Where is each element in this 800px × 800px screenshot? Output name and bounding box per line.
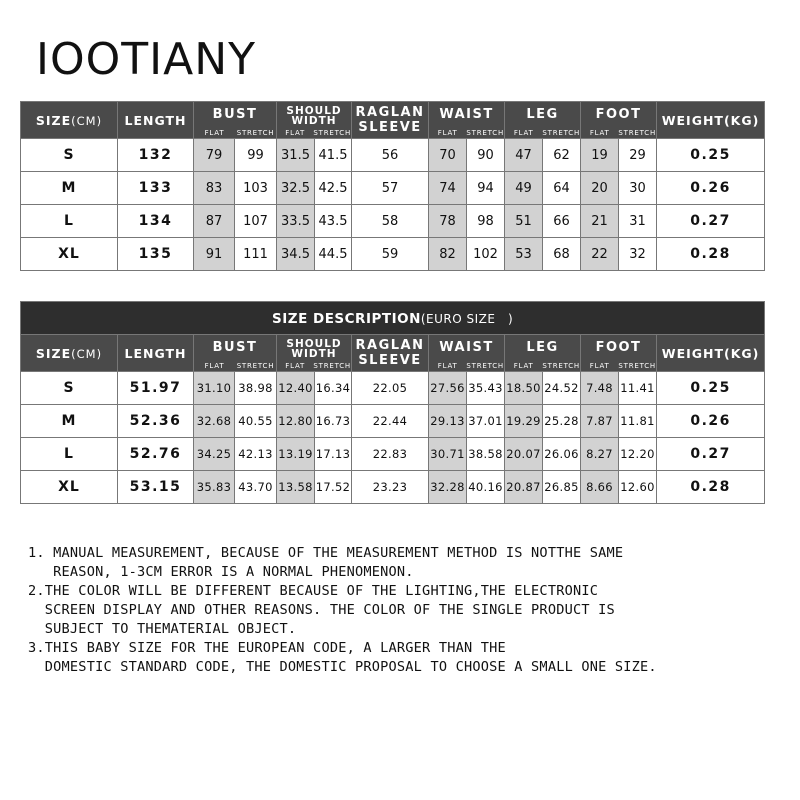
cell-bust-stretch: 38.98: [235, 372, 277, 405]
row-m: [21, 172, 765, 205]
cell-bust-flat: 83: [194, 172, 235, 205]
cell-leg-flat: 19.29: [505, 405, 543, 438]
note-3: 3.THIS BABY SIZE FOR THE EUROPEAN CODE, A LARGER THAN THE DOMESTIC STANDARD CODE, THE DOMESTIC PROPOSAL TO CHOOSE A SMALL ONE SIZE.: [28, 640, 657, 675]
cell-foot-stretch: 32: [619, 238, 657, 271]
cell-waist-flat: 27.56: [429, 372, 467, 405]
header-waist-flat: FLAT: [437, 362, 458, 370]
cell-size: M: [21, 405, 118, 438]
cell-foot-stretch: 12.60: [619, 471, 657, 504]
size-chart-cm: [20, 101, 765, 271]
row-m: [21, 405, 765, 438]
row-xl: [21, 471, 765, 504]
header-size-label: SIZE: [35, 112, 72, 128]
header-weight: WEIGHT(KG): [657, 335, 765, 372]
cell-shoulder-stretch: 43.5: [315, 205, 352, 238]
header-shoulder-width-title: SHOULD WIDTH: [286, 105, 342, 127]
header-leg-title: LEG: [526, 107, 559, 122]
cell-size: M: [21, 172, 118, 205]
cell-length: 51.97: [118, 372, 194, 405]
header-foot-stretch: STRETCH: [618, 129, 657, 137]
header-length: LENGTH: [118, 102, 194, 139]
cell-weight: 0.28: [657, 471, 765, 504]
header-leg-flat: FLAT: [513, 362, 534, 370]
header-bust-title: BUST: [212, 340, 258, 355]
header-shoulder-width-stretch: STRETCH: [313, 362, 351, 370]
cell-bust-flat: 34.25: [194, 438, 235, 471]
cell-raglan: 23.23: [352, 471, 429, 504]
cell-foot-flat: 21: [581, 205, 619, 238]
header-leg-stretch: STRETCH: [542, 129, 581, 137]
cell-shoulder-flat: 12.40: [277, 372, 315, 405]
cell-weight: 0.26: [657, 172, 765, 205]
header-foot-flat: FLAT: [589, 129, 610, 137]
header-leg-flat: FLAT: [513, 129, 534, 137]
header-waist: [429, 102, 505, 139]
header-waist-title: WAIST: [439, 340, 494, 355]
cell-size: L: [21, 205, 118, 238]
cell-leg-stretch: 26.85: [543, 471, 581, 504]
header-bust-flat: FLAT: [204, 362, 225, 370]
cell-size: XL: [21, 471, 118, 504]
cell-leg-flat: 20.07: [505, 438, 543, 471]
cell-raglan: 22.83: [352, 438, 429, 471]
header-raglan-sleeve: RAGLAN SLEEVE: [352, 102, 429, 139]
cell-bust-stretch: 40.55: [235, 405, 277, 438]
cell-foot-flat: 20: [581, 172, 619, 205]
size-description-banner: [21, 302, 765, 335]
notes-list: [28, 544, 788, 677]
cell-foot-stretch: 11.81: [619, 405, 657, 438]
header-leg-title: LEG: [526, 340, 559, 355]
note-2: 2.THE COLOR WILL BE DIFFERENT BECAUSE OF THE LIGHTING,THE ELECTRONIC SCREEN DISPLAY AND OTHER REASONS. THE COLOR OF THE SINGLE PRODUCT IS SUBJECT TO THEMATERIAL OBJECT.: [28, 583, 615, 637]
cell-leg-stretch: 24.52: [543, 372, 581, 405]
cell-shoulder-stretch: 44.5: [315, 238, 352, 271]
header-shoulder-width-title: SHOULD WIDTH: [286, 338, 342, 360]
cell-leg-stretch: 66: [543, 205, 581, 238]
cell-bust-stretch: 99: [235, 139, 277, 172]
cell-bust-flat: 32.68: [194, 405, 235, 438]
header-shoulder-width: [277, 102, 352, 139]
header-shoulder-width-stretch: STRETCH: [313, 129, 352, 137]
header-weight: WEIGHT(KG): [657, 102, 765, 139]
header-raglan-sleeve: RAGLAN SLEEVE: [352, 335, 429, 372]
cell-shoulder-flat: 34.5: [277, 238, 315, 271]
header-foot: [581, 102, 657, 139]
cell-shoulder-stretch: 16.34: [315, 372, 352, 405]
cell-length: 135: [118, 238, 194, 271]
header-waist-stretch: STRETCH: [466, 362, 504, 370]
header-bust-stretch: STRETCH: [236, 362, 275, 370]
cell-bust-stretch: 42.13: [235, 438, 277, 471]
header-leg: [505, 102, 581, 139]
cell-size: L: [21, 438, 118, 471]
cell-waist-stretch: 98: [467, 205, 505, 238]
row-xl: [21, 238, 765, 271]
cell-leg-stretch: 68: [543, 238, 581, 271]
cell-bust-flat: 31.10: [194, 372, 235, 405]
cell-bust-flat: 91: [194, 238, 235, 271]
cell-waist-flat: 30.71: [429, 438, 467, 471]
cell-raglan: 22.05: [352, 372, 429, 405]
header-waist-flat: FLAT: [437, 129, 458, 137]
cell-leg-flat: 20.87: [505, 471, 543, 504]
cell-bust-stretch: 111: [235, 238, 277, 271]
cell-leg-flat: 53: [505, 238, 543, 271]
cell-shoulder-stretch: 42.5: [315, 172, 352, 205]
cell-bust-stretch: 43.70: [235, 471, 277, 504]
header-foot-title: FOOT: [595, 340, 642, 355]
cell-weight: 0.25: [657, 372, 765, 405]
cell-foot-flat: 8.27: [581, 438, 619, 471]
cell-foot-stretch: 31: [619, 205, 657, 238]
row-l: [21, 438, 765, 471]
row-s: [21, 139, 765, 172]
cell-leg-stretch: 64: [543, 172, 581, 205]
header-shoulder-width-flat: FLAT: [285, 362, 306, 370]
size-description-suffix: (EURO SIZE ): [420, 311, 514, 326]
cell-weight: 0.27: [657, 438, 765, 471]
cell-waist-flat: 82: [429, 238, 467, 271]
cell-length: 52.76: [118, 438, 194, 471]
cell-leg-flat: 49: [505, 172, 543, 205]
cell-waist-stretch: 37.01: [467, 405, 505, 438]
cell-waist-flat: 32.28: [429, 471, 467, 504]
cell-waist-stretch: 102: [467, 238, 505, 271]
cell-shoulder-flat: 13.19: [277, 438, 315, 471]
cell-shoulder-flat: 31.5: [277, 139, 315, 172]
cell-foot-flat: 8.66: [581, 471, 619, 504]
cell-shoulder-stretch: 41.5: [315, 139, 352, 172]
cell-length: 52.36: [118, 405, 194, 438]
cell-raglan: 59: [352, 238, 429, 271]
header-shoulder-width-flat: FLAT: [285, 129, 306, 137]
cell-weight: 0.27: [657, 205, 765, 238]
cell-length: 53.15: [118, 471, 194, 504]
cell-shoulder-flat: 13.58: [277, 471, 315, 504]
cell-waist-stretch: 94: [467, 172, 505, 205]
header-leg: [505, 335, 581, 372]
header-waist-title: WAIST: [439, 107, 494, 122]
header-size: [21, 102, 118, 139]
header-leg-stretch: STRETCH: [542, 362, 580, 370]
cell-size: S: [21, 139, 118, 172]
brand-logo-text: IOOTIANY: [36, 34, 256, 85]
header-shoulder-width: [277, 335, 352, 372]
cell-size: S: [21, 372, 118, 405]
cell-foot-flat: 19: [581, 139, 619, 172]
cell-waist-flat: 29.13: [429, 405, 467, 438]
header-waist: [429, 335, 505, 372]
header-foot-stretch: STRETCH: [618, 362, 656, 370]
cell-foot-stretch: 30: [619, 172, 657, 205]
cell-foot-flat: 7.87: [581, 405, 619, 438]
size-chart-euro: [20, 301, 765, 504]
header-length: LENGTH: [118, 335, 194, 372]
header-size: [21, 335, 118, 372]
cell-raglan: 56: [352, 139, 429, 172]
cell-shoulder-flat: 12.80: [277, 405, 315, 438]
cell-foot-stretch: 12.20: [619, 438, 657, 471]
header-bust-flat: FLAT: [204, 129, 225, 137]
cell-raglan: 22.44: [352, 405, 429, 438]
cell-shoulder-stretch: 17.52: [315, 471, 352, 504]
cell-bust-flat: 35.83: [194, 471, 235, 504]
cell-weight: 0.26: [657, 405, 765, 438]
header-size-unit: (CM): [71, 346, 103, 361]
size-description-title: SIZE DESCRIPTION: [272, 310, 421, 327]
cell-shoulder-stretch: 17.13: [315, 438, 352, 471]
cell-leg-flat: 51: [505, 205, 543, 238]
cell-leg-stretch: 25.28: [543, 405, 581, 438]
cell-waist-flat: 70: [429, 139, 467, 172]
header-bust: [194, 102, 277, 139]
row-s: [21, 372, 765, 405]
header-size-unit: (CM): [71, 113, 103, 128]
cell-bust-flat: 79: [194, 139, 235, 172]
cell-waist-stretch: 35.43: [467, 372, 505, 405]
cell-leg-flat: 47: [505, 139, 543, 172]
cell-length: 132: [118, 139, 194, 172]
cell-raglan: 58: [352, 205, 429, 238]
cell-foot-flat: 7.48: [581, 372, 619, 405]
cell-waist-flat: 74: [429, 172, 467, 205]
cell-waist-stretch: 90: [467, 139, 505, 172]
cell-weight: 0.28: [657, 238, 765, 271]
note-1: 1. MANUAL MEASUREMENT, BECAUSE OF THE MEASUREMENT METHOD IS NOTTHE SAME REASON, 1-3CM ERROR IS A NORMAL PHENOMENON.: [28, 545, 624, 580]
cell-foot-stretch: 29: [619, 139, 657, 172]
cell-length: 134: [118, 205, 194, 238]
cell-length: 133: [118, 172, 194, 205]
cell-shoulder-flat: 33.5: [277, 205, 315, 238]
header-foot: [581, 335, 657, 372]
cell-weight: 0.25: [657, 139, 765, 172]
cell-leg-stretch: 26.06: [543, 438, 581, 471]
cell-raglan: 57: [352, 172, 429, 205]
cell-waist-flat: 78: [429, 205, 467, 238]
cell-bust-flat: 87: [194, 205, 235, 238]
header-size-label: SIZE: [35, 345, 72, 361]
header-foot-title: FOOT: [595, 107, 642, 122]
row-l: [21, 205, 765, 238]
cell-foot-stretch: 11.41: [619, 372, 657, 405]
cell-bust-stretch: 103: [235, 172, 277, 205]
header-foot-flat: FLAT: [589, 362, 610, 370]
header-bust: [194, 335, 277, 372]
cell-leg-stretch: 62: [543, 139, 581, 172]
cell-size: XL: [21, 238, 118, 271]
cell-foot-flat: 22: [581, 238, 619, 271]
cell-leg-flat: 18.50: [505, 372, 543, 405]
header-bust-title: BUST: [212, 107, 258, 122]
header-bust-stretch: STRETCH: [236, 129, 275, 137]
cell-waist-stretch: 40.16: [467, 471, 505, 504]
cell-waist-stretch: 38.58: [467, 438, 505, 471]
header-waist-stretch: STRETCH: [466, 129, 505, 137]
cell-shoulder-stretch: 16.73: [315, 405, 352, 438]
cell-bust-stretch: 107: [235, 205, 277, 238]
cell-shoulder-flat: 32.5: [277, 172, 315, 205]
